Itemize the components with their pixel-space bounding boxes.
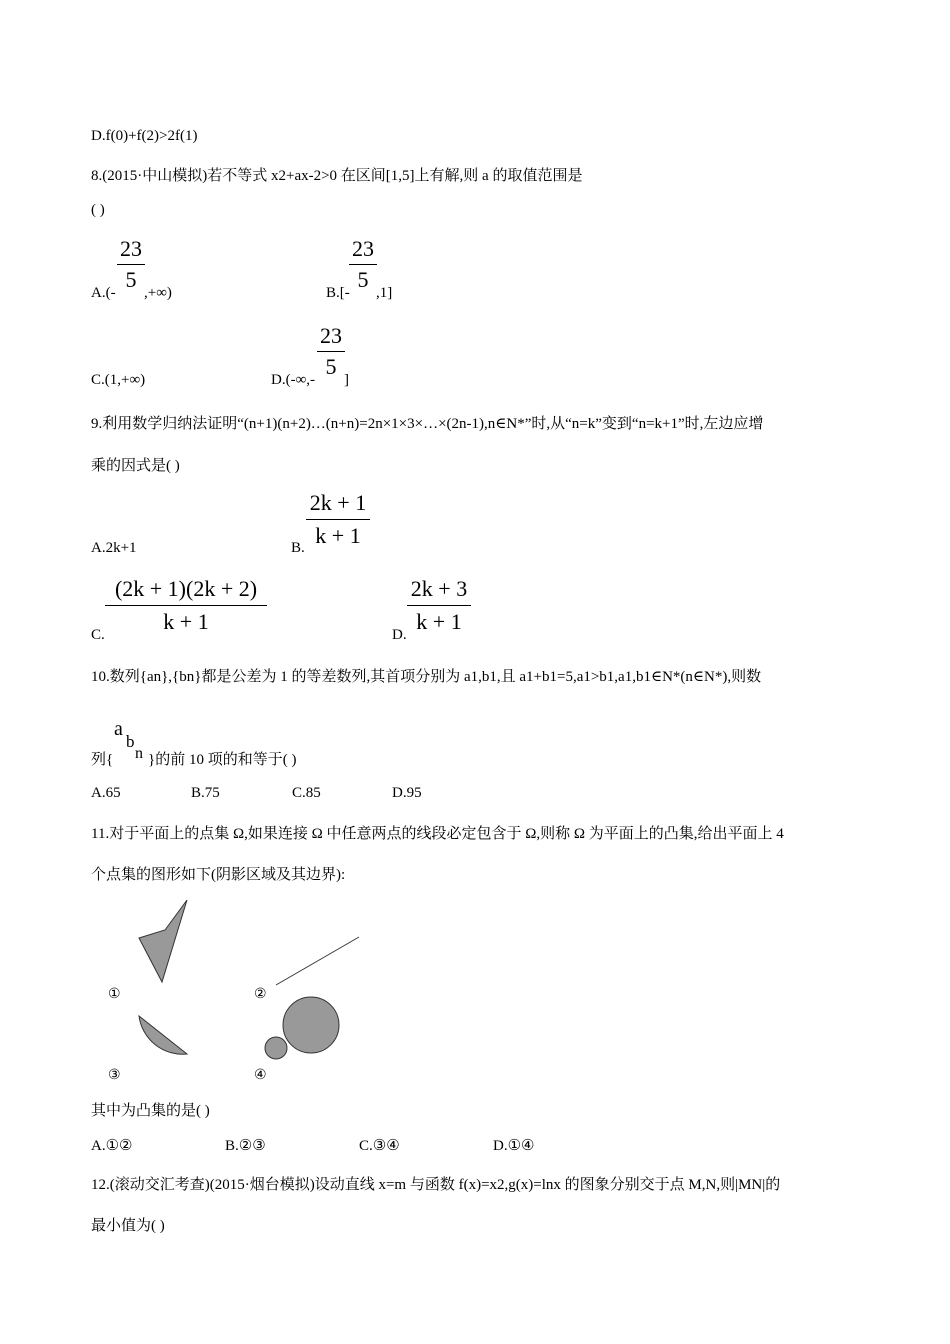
figure-label-3: ③: [108, 1068, 121, 1083]
fraction-numerator: 2k + 3: [410, 576, 468, 601]
fraction-numerator: (2k + 1)(2k + 2): [114, 576, 258, 601]
fraction-denominator: k + 1: [315, 523, 361, 548]
q8-option-c: C.(1,+∞): [91, 372, 146, 388]
q8-option-a-suffix: ,+∞): [144, 285, 172, 301]
q11-option-d: D.①④: [493, 1138, 535, 1154]
figure-2-line: [276, 937, 359, 985]
q11-stem-continued: 个点集的图形如下(阴影区域及其边界):: [91, 867, 346, 883]
q10-option-b: B.75: [191, 785, 220, 801]
q8-stem: 8.(2015·中山模拟)若不等式 x2+ax-2>0 在区间[1,5]上有解,则 a 的取值范围是: [91, 168, 583, 184]
q11-option-a: A.①②: [91, 1138, 133, 1154]
q9-option-a: A.2k+1: [91, 540, 137, 556]
fraction-numerator: 2k + 1: [309, 490, 367, 515]
q10-option-d: D.95: [392, 785, 422, 801]
q10-symbol-a: a: [114, 718, 123, 740]
figure-label-4: ④: [254, 1068, 267, 1083]
q8-option-b-suffix: ,1]: [376, 285, 393, 301]
q9-option-b-label: B.: [291, 540, 305, 556]
fraction-numerator: 23: [352, 236, 374, 261]
q11-stem: 11.对于平面上的点集 Ω,如果连接 Ω 中任意两点的线段必定包含于 Ω,则称 Ω 为平面上的凸集,给出平面上 4: [91, 826, 784, 842]
q10-stem: 10.数列{an},{bn}都是公差为 1 的等差数列,其首项分别为 a1,b1,且 a1+b1=5,a1>b1,a1,b1∈N*(n∈N*),则数: [91, 669, 762, 685]
q7-option-d: D.f(0)+f(2)>2f(1): [91, 128, 198, 144]
q10-symbol-b: b: [126, 732, 135, 751]
q8-option-b-prefix: B.[-: [326, 285, 350, 301]
q12-stem-continued: 最小值为( ): [91, 1218, 165, 1234]
q9-stem: 9.利用数学归纳法证明“(n+1)(n+2)…(n+n)=2n×1×3×…×(2n-1),n∈N*”时,从“n=k”变到“n=k+1”时,左边应增: [91, 416, 764, 432]
figure-4-small-circle: [265, 1037, 287, 1059]
q11-option-c: C.③④: [359, 1138, 400, 1154]
q8-option-a-prefix: A.(-: [91, 285, 116, 301]
fraction-numerator: 23: [120, 236, 142, 261]
fraction-denominator: k + 1: [163, 609, 209, 634]
q11-option-b: B.②③: [225, 1138, 266, 1154]
figure-label-1: ①: [108, 987, 121, 1002]
figure-4-big-circle: [283, 997, 339, 1053]
figure-1-shape: [139, 900, 187, 982]
q9-option-d-label: D.: [392, 627, 407, 643]
figure-label-2: ②: [254, 987, 267, 1002]
fraction-denominator: 5: [325, 354, 337, 379]
q8-paren: ( ): [91, 202, 105, 218]
fraction-denominator: 5: [125, 267, 137, 292]
fraction-denominator: 5: [357, 267, 369, 292]
q9-stem-continued: 乘的因式是( ): [91, 458, 180, 474]
q11-question: 其中为凸集的是( ): [91, 1103, 210, 1119]
q10-stem-suffix: }的前 10 项的和等于( ): [148, 752, 297, 768]
q8-option-d-prefix: D.(-∞,-: [271, 372, 316, 388]
q12-stem: 12.(滚动交汇考查)(2015·烟台模拟)设动直线 x=m 与函数 f(x)=x2,g(x)=lnx 的图象分别交于点 M,N,则|MN|的: [91, 1177, 781, 1193]
fraction-denominator: k + 1: [416, 609, 462, 634]
q9-option-c-label: C.: [91, 627, 105, 643]
figure-3-shape: [139, 1016, 187, 1054]
q10-symbol-n: n: [135, 745, 143, 762]
q10-option-c: C.85: [292, 785, 321, 801]
q8-option-d-suffix: ]: [344, 372, 349, 388]
q10-option-a: A.65: [91, 785, 121, 801]
fraction-numerator: 23: [320, 323, 342, 348]
q10-stem-prefix: 列{: [91, 752, 114, 768]
